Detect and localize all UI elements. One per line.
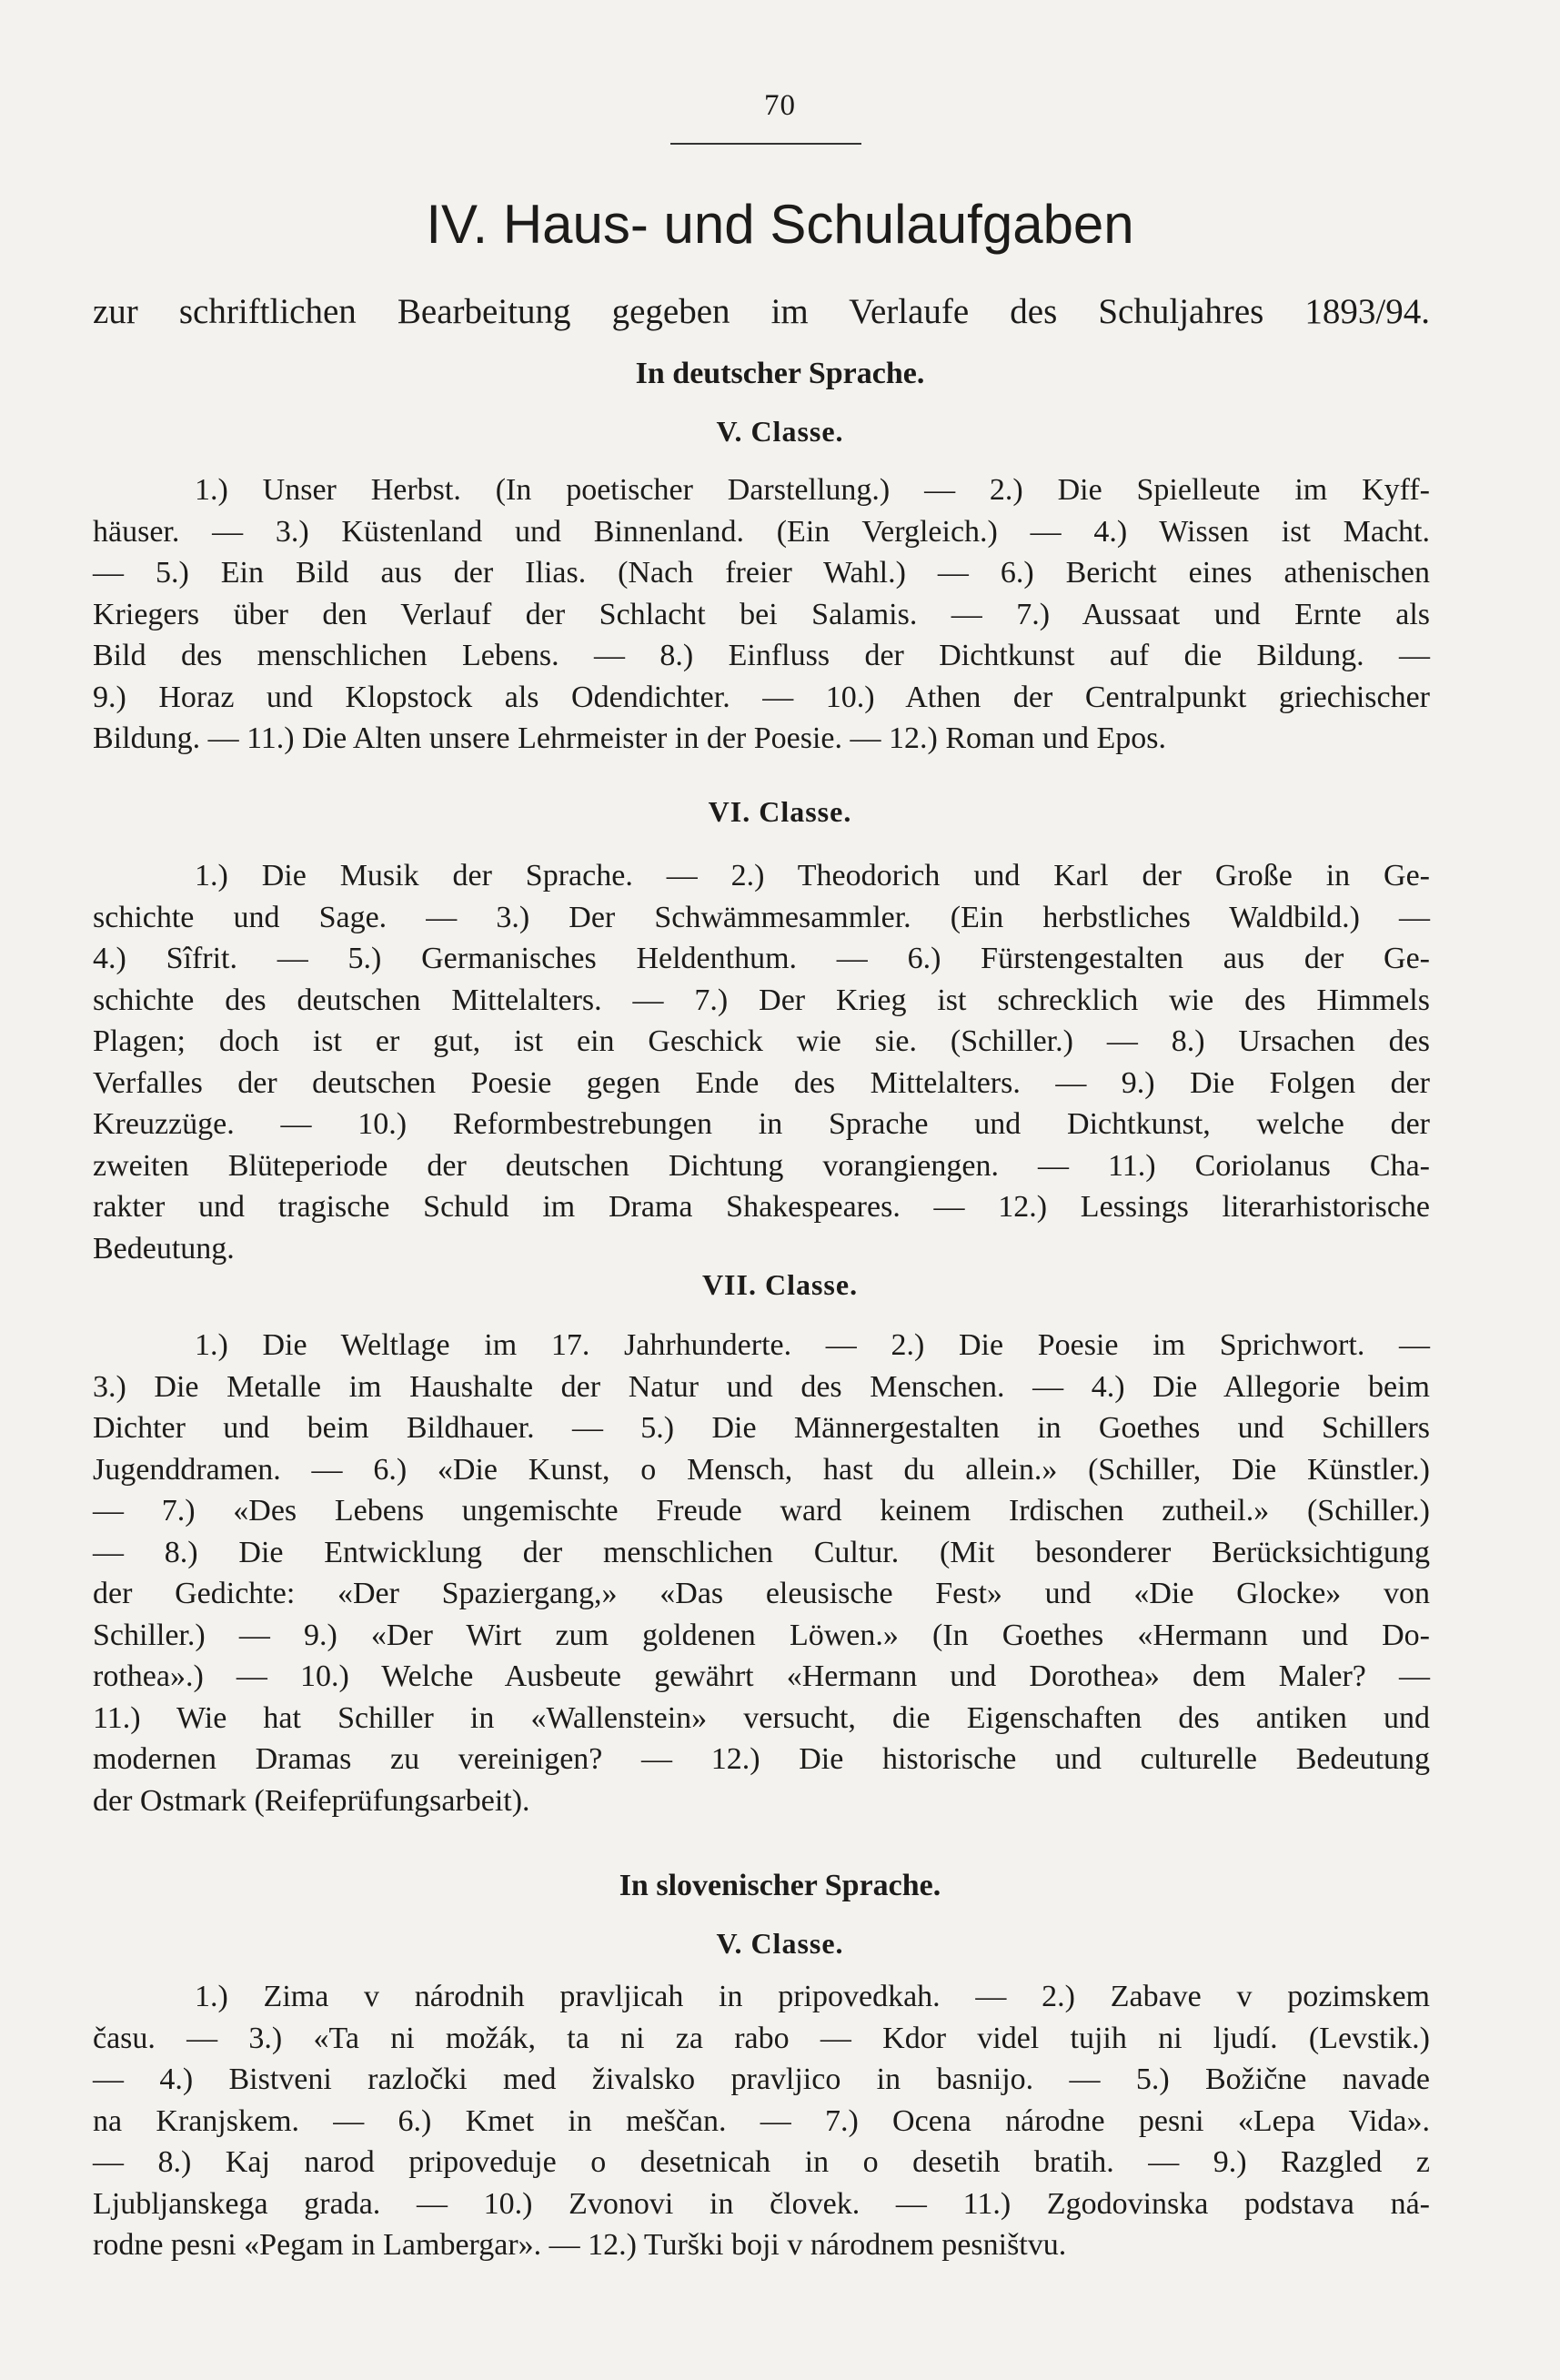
topic-line: Kreuzzüge. — 10.) Reformbestrebungen in Sprache und Dichtkunst, welche der xyxy=(93,1107,1430,1141)
topic-line: modernen Dramas zu vereinigen? — 12.) Die historische und culturelle Bedeutung xyxy=(93,1742,1430,1776)
slovenian-section-heading: In slovenischer Sprache. xyxy=(619,1869,941,1902)
topic-line: — 7.) «Des Lebens ungemischte Freude ward keinem Irdischen zutheil.» (Schiller.) xyxy=(93,1494,1430,1528)
topic-line: Verfalles der deutschen Poesie gegen Ende des Mittelalters. — 9.) Die Folgen der xyxy=(93,1065,1430,1100)
slovenian-class5-heading: V. Classe. xyxy=(716,1927,844,1960)
german-class6-heading: VI. Classe. xyxy=(708,795,852,828)
topic-line: Bildung. — 11.) Die Alten unsere Lehrmeister in der Poesie. — 12.) Roman und Epos. xyxy=(93,721,1167,755)
topic-line: rodne pesni «Pegam in Lambergar». — 12.) Turški boji v národnem pesništvu. xyxy=(93,2228,1067,2262)
topic-line: zweiten Blüteperiode der deutschen Dichtung vorangiengen. — 11.) Coriolanus Cha- xyxy=(93,1148,1430,1183)
german-class7-heading: VII. Classe. xyxy=(701,1268,859,1301)
german-class5-heading: V. Classe. xyxy=(716,415,844,448)
topic-line: rothea».) — 10.) Welche Ausbeute gewährt «Hermann und Dorothea» dem Maler? — xyxy=(93,1659,1430,1693)
topic-line: Bedeutung. xyxy=(93,1231,235,1266)
topic-line: der Gedichte: «Der Spaziergang,» «Das eleusische Fest» und «Die Glocke» von xyxy=(93,1577,1430,1610)
german-class7-topics xyxy=(93,1325,1430,1821)
topic-line: 1.) Zima v národnih pravljicah in pripovedkah. — 2.) Zabave v pozimskem xyxy=(195,1980,1430,2013)
page-number-rule xyxy=(670,143,861,145)
topic-line: der Ostmark (Reifeprüfungsarbeit). xyxy=(93,1783,530,1818)
german-class5-topics xyxy=(93,469,1430,760)
topic-line: Ljubljanskega grada. — 10.) Zvonovi in človek. — 11.) Zgodovinska podstava ná- xyxy=(93,2186,1430,2221)
topic-line: 9.) Horaz und Klopstock als Odendichter. — 10.) Athen der Centralpunkt griechischer xyxy=(93,680,1430,714)
topic-line: schichte und Sage. — 3.) Der Schwämmesammler. (Ein herbstliches Waldbild.) — xyxy=(93,900,1430,934)
topic-line: Bild des menschlichen Lebens. — 8.) Einfluss der Dichtkunst auf die Bildung. — xyxy=(93,639,1430,672)
topic-line: — 5.) Ein Bild aus der Ilias. (Nach freier Wahl.) — 6.) Bericht eines athenischen xyxy=(93,556,1430,590)
chapter-subtitle: zur schriftlichen Bearbeitung gegeben im Verlaufe des Schuljahres 1893/94. xyxy=(93,292,1430,331)
topic-line: času. — 3.) «Ta ni možák, ta ni za rabo — Kdor videl tujih ni ljudí. (Levstik.) xyxy=(93,2021,1430,2055)
topic-line: schichte des deutschen Mittelalters. — 7.) Der Krieg ist schrecklich wie des Himmels xyxy=(93,983,1430,1017)
topic-line: Plagen; doch ist er gut, ist ein Geschick wie sie. (Schiller.) — 8.) Ursachen des xyxy=(93,1024,1430,1058)
topic-line: Schiller.) — 9.) «Der Wirt zum goldenen Löwen.» (In Goethes «Hermann und Do- xyxy=(93,1618,1430,1652)
topic-line: Dichter und beim Bildhauer. — 5.) Die Männergestalten in Goethes und Schillers xyxy=(93,1411,1430,1445)
topic-line: 4.) Sîfrit. — 5.) Germanisches Heldenthum. — 6.) Fürstengestalten aus der Ge- xyxy=(93,942,1430,975)
german-section-heading: In deutscher Sprache. xyxy=(635,357,925,390)
topic-line: Jugenddramen. — 6.) «Die Kunst, o Mensch, hast du allein.» (Schiller, Die Künstler.) xyxy=(93,1452,1430,1487)
page-number: 70 xyxy=(764,89,796,122)
topic-line: 1.) Die Weltlage im 17. Jahrhunderte. — 2.) Die Poesie im Sprichwort. — xyxy=(195,1328,1430,1362)
topic-line: Kriegers über den Verlauf der Schlacht bei Salamis. — 7.) Aussaat und Ernte als xyxy=(93,597,1430,631)
topic-line: 11.) Wie hat Schiller in «Wallenstein» versucht, die Eigenschaften des antiken und xyxy=(93,1700,1430,1735)
topic-line: — 4.) Bistveni razločki med živalsko pravljico in basnijo. — 5.) Božične navade xyxy=(93,2062,1430,2096)
topic-line: häuser. — 3.) Küstenland und Binnenland. (Ein Vergleich.) — 4.) Wissen ist Macht. xyxy=(93,514,1430,549)
chapter-title: IV. Haus- und Schulaufgaben xyxy=(426,194,1134,255)
german-class6-topics xyxy=(93,855,1430,1269)
topic-line: na Kranjskem. — 6.) Kmet in meščan. — 7.) Ocena národne pesni «Lepa Vida». xyxy=(93,2103,1430,2138)
slovenian-class5-topics xyxy=(93,1976,1430,2266)
topic-line: rakter und tragische Schuld im Drama Shakespeares. — 12.) Lessings literarhistorische xyxy=(93,1190,1430,1224)
topic-line: 3.) Die Metalle im Haushalte der Natur und des Menschen. — 4.) Die Allegorie beim xyxy=(93,1369,1430,1404)
topic-line: 1.) Die Musik der Sprache. — 2.) Theodorich und Karl der Große in Ge- xyxy=(195,859,1430,892)
topic-line: 1.) Unser Herbst. (In poetischer Darstellung.) — 2.) Die Spielleute im Kyff- xyxy=(195,473,1430,507)
topic-line: — 8.) Kaj narod pripoveduje o desetnicah in o desetih bratih. — 9.) Razgled z xyxy=(93,2145,1430,2179)
topic-line: — 8.) Die Entwicklung der menschlichen Cultur. (Mit besonderer Berücksichtigung xyxy=(93,1535,1430,1569)
